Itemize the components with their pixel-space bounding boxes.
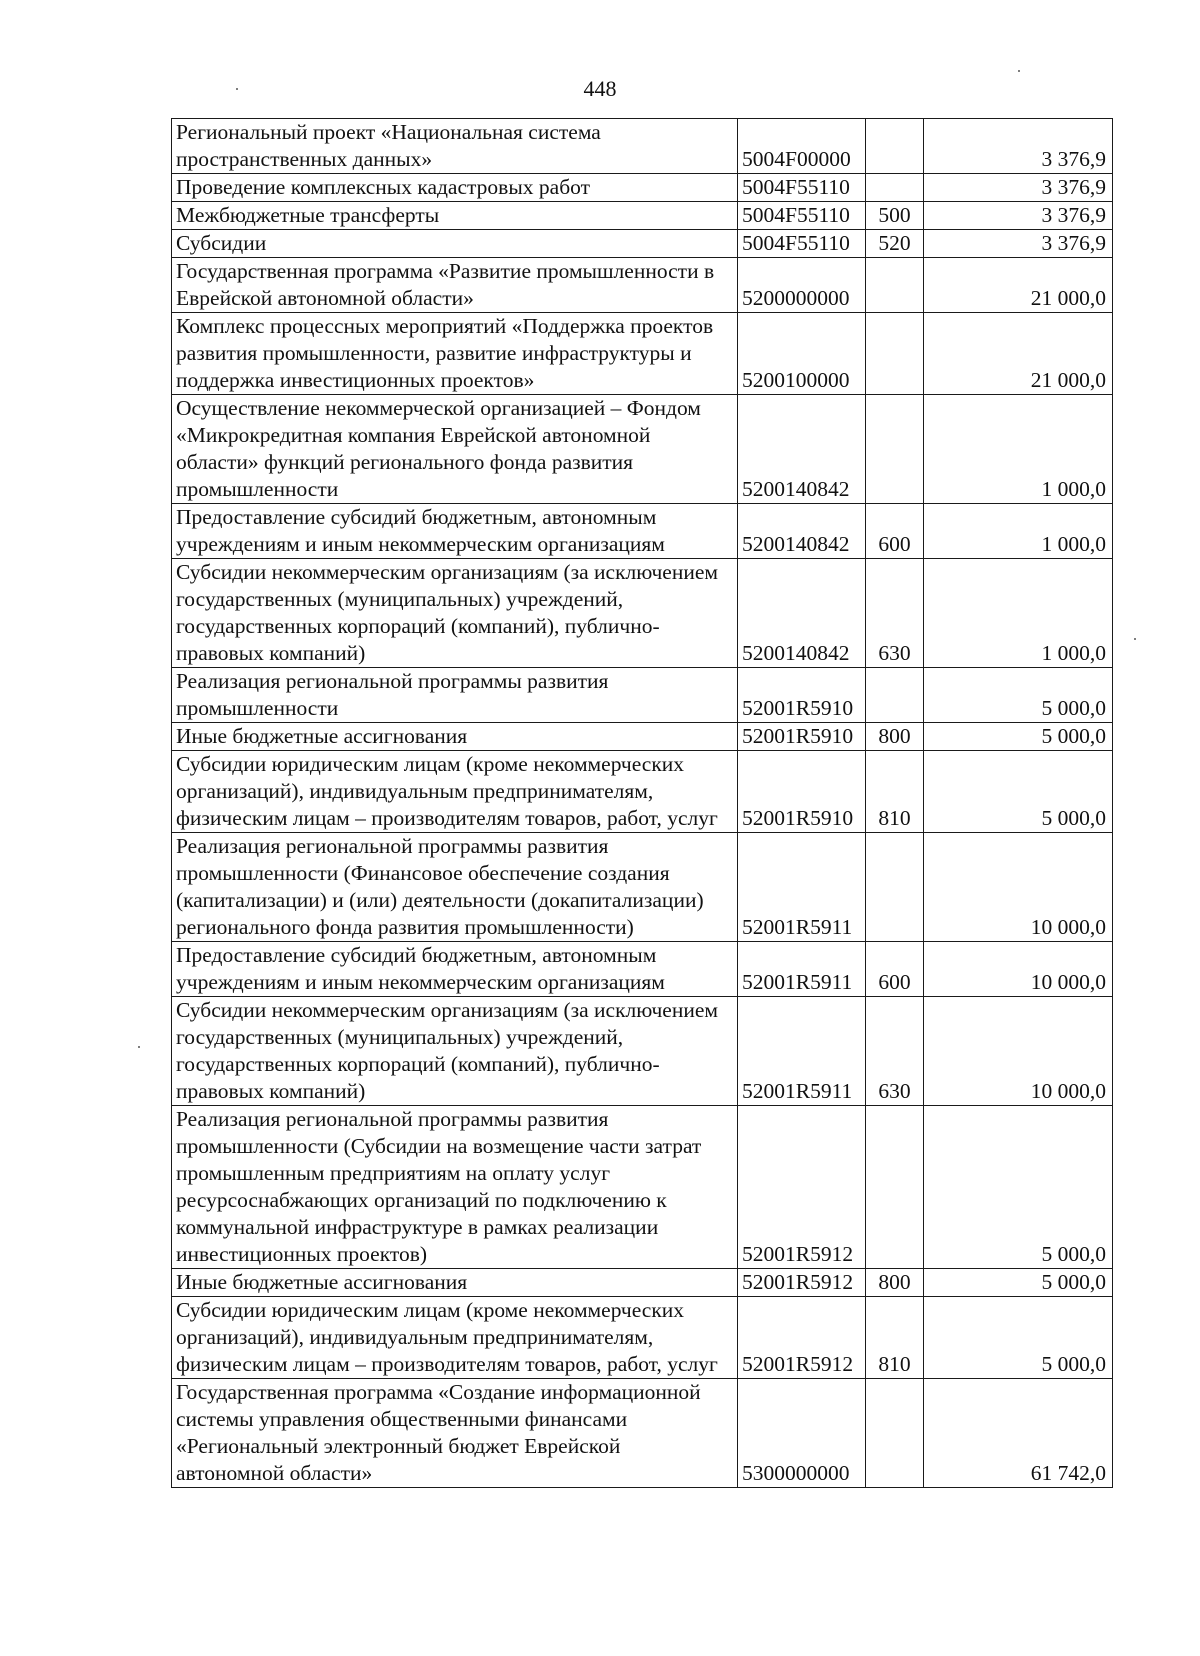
table-row	[172, 1106, 1113, 1269]
scan-speck	[1134, 638, 1136, 640]
row-code-cell: 5200140842	[738, 504, 866, 559]
table-row	[172, 504, 1113, 559]
row-type-cell: 600	[866, 942, 924, 997]
row-name-cell: Реализация региональной программы развития промышленности	[172, 668, 738, 723]
row-name-cell: Субсидии	[172, 230, 738, 258]
budget-table	[171, 118, 1113, 1488]
table-row	[172, 723, 1113, 751]
row-code-cell: 5004F55110	[738, 230, 866, 258]
row-code-cell: 52001R5910	[738, 723, 866, 751]
table-row	[172, 559, 1113, 668]
row-type-cell: 600	[866, 504, 924, 559]
row-amount-cell: 3 376,9	[924, 119, 1113, 174]
row-name-cell: Региональный проект «Национальная система пространственных данных»	[172, 119, 738, 174]
row-code-cell: 52001R5912	[738, 1106, 866, 1269]
row-amount-cell: 5 000,0	[924, 1269, 1113, 1297]
row-amount-cell: 21 000,0	[924, 313, 1113, 395]
row-name-cell: Реализация региональной программы развития промышленности (Финансовое обеспечение создания (капитализации) и (или) деятельности (докапитализации) регионального фонда развития промышленности)	[172, 833, 738, 942]
row-name-cell: Предоставление субсидий бюджетным, автономным учреждениям и иным некоммерческим организациям	[172, 504, 738, 559]
row-type-cell	[866, 395, 924, 504]
table-row	[172, 942, 1113, 997]
page-number: 448	[583, 76, 617, 101]
row-name-cell: Межбюджетные трансферты	[172, 202, 738, 230]
row-type-cell: 800	[866, 1269, 924, 1297]
row-amount-cell: 61 742,0	[924, 1379, 1113, 1488]
row-code-cell: 5004F55110	[738, 202, 866, 230]
row-amount-cell: 5 000,0	[924, 1106, 1113, 1269]
row-name-cell: Иные бюджетные ассигнования	[172, 723, 738, 751]
row-name-cell: Реализация региональной программы развития промышленности (Субсидии на возмещение части затрат промышленным предприятиям на оплату услуг ресурсоснабжающих организаций по подключению к коммунальной инфраструктуре в рамках реализации инвестиционных проектов)	[172, 1106, 738, 1269]
row-type-cell: 810	[866, 751, 924, 833]
table-row	[172, 258, 1113, 313]
row-code-cell: 5200100000	[738, 313, 866, 395]
table-row	[172, 751, 1113, 833]
row-name-cell: Проведение комплексных кадастровых работ	[172, 174, 738, 202]
scan-speck	[1018, 70, 1020, 72]
row-amount-cell: 10 000,0	[924, 942, 1113, 997]
row-type-cell	[866, 119, 924, 174]
row-name-cell: Предоставление субсидий бюджетным, автономным учреждениям и иным некоммерческим организациям	[172, 942, 738, 997]
row-name-cell: Комплекс процессных мероприятий «Поддержка проектов развития промышленности, развитие инфраструктуры и поддержка инвестиционных проектов»	[172, 313, 738, 395]
row-code-cell: 52001R5911	[738, 997, 866, 1106]
row-name-cell: Субсидии юридическим лицам (кроме некоммерческих организаций), индивидуальным предпринимателям, физическим лицам – производителям товаров, работ, услуг	[172, 1297, 738, 1379]
row-amount-cell: 3 376,9	[924, 174, 1113, 202]
scan-speck	[236, 88, 238, 90]
table-row	[172, 1379, 1113, 1488]
row-name-cell: Субсидии юридическим лицам (кроме некоммерческих организаций), индивидуальным предпринимателям, физическим лицам – производителям товаров, работ, услуг	[172, 751, 738, 833]
table-row	[172, 1269, 1113, 1297]
row-type-cell	[866, 1106, 924, 1269]
row-amount-cell: 21 000,0	[924, 258, 1113, 313]
row-type-cell: 520	[866, 230, 924, 258]
row-amount-cell: 3 376,9	[924, 202, 1113, 230]
row-code-cell: 5200140842	[738, 395, 866, 504]
row-amount-cell: 5 000,0	[924, 668, 1113, 723]
table-row	[172, 119, 1113, 174]
table-row	[172, 395, 1113, 504]
row-amount-cell: 3 376,9	[924, 230, 1113, 258]
row-type-cell	[866, 833, 924, 942]
row-code-cell: 5004F55110	[738, 174, 866, 202]
row-code-cell: 5200140842	[738, 559, 866, 668]
row-code-cell: 52001R5911	[738, 942, 866, 997]
row-amount-cell: 1 000,0	[924, 395, 1113, 504]
row-code-cell: 5004F00000	[738, 119, 866, 174]
row-type-cell: 630	[866, 559, 924, 668]
table-row	[172, 202, 1113, 230]
row-amount-cell: 5 000,0	[924, 751, 1113, 833]
row-name-cell: Иные бюджетные ассигнования	[172, 1269, 738, 1297]
table-row	[172, 997, 1113, 1106]
row-type-cell	[866, 258, 924, 313]
table-row	[172, 833, 1113, 942]
row-code-cell: 52001R5912	[738, 1297, 866, 1379]
row-code-cell: 5200000000	[738, 258, 866, 313]
table-row	[172, 313, 1113, 395]
row-type-cell: 800	[866, 723, 924, 751]
row-name-cell: Государственная программа «Развитие промышленности в Еврейской автономной области»	[172, 258, 738, 313]
table-row	[172, 174, 1113, 202]
row-amount-cell: 1 000,0	[924, 504, 1113, 559]
row-code-cell: 52001R5910	[738, 751, 866, 833]
row-type-cell: 810	[866, 1297, 924, 1379]
row-amount-cell: 5 000,0	[924, 723, 1113, 751]
row-type-cell	[866, 313, 924, 395]
row-name-cell: Государственная программа «Создание информационной системы управления общественными финансами «Региональный электронный бюджет Еврейской автономной области»	[172, 1379, 738, 1488]
table-body	[172, 119, 1113, 1488]
row-code-cell: 52001R5912	[738, 1269, 866, 1297]
table-row	[172, 668, 1113, 723]
row-type-cell: 500	[866, 202, 924, 230]
row-code-cell: 52001R5911	[738, 833, 866, 942]
row-type-cell: 630	[866, 997, 924, 1106]
row-amount-cell: 10 000,0	[924, 833, 1113, 942]
row-code-cell: 52001R5910	[738, 668, 866, 723]
row-amount-cell: 10 000,0	[924, 997, 1113, 1106]
row-name-cell: Осуществление некоммерческой организацией – Фондом «Микрокредитная компания Еврейской автономной области» функций регионального фонда развития промышленности	[172, 395, 738, 504]
row-amount-cell: 1 000,0	[924, 559, 1113, 668]
row-name-cell: Субсидии некоммерческим организациям (за исключением государственных (муниципальных) учреждений, государственных корпораций (компаний), публично-правовых компаний)	[172, 997, 738, 1106]
row-code-cell: 5300000000	[738, 1379, 866, 1488]
table-row	[172, 230, 1113, 258]
row-name-cell: Субсидии некоммерческим организациям (за исключением государственных (муниципальных) учреждений, государственных корпораций (компаний), публично-правовых компаний)	[172, 559, 738, 668]
scan-speck	[138, 1046, 140, 1048]
row-amount-cell: 5 000,0	[924, 1297, 1113, 1379]
row-type-cell	[866, 174, 924, 202]
row-type-cell	[866, 1379, 924, 1488]
row-type-cell	[866, 668, 924, 723]
table-row	[172, 1297, 1113, 1379]
